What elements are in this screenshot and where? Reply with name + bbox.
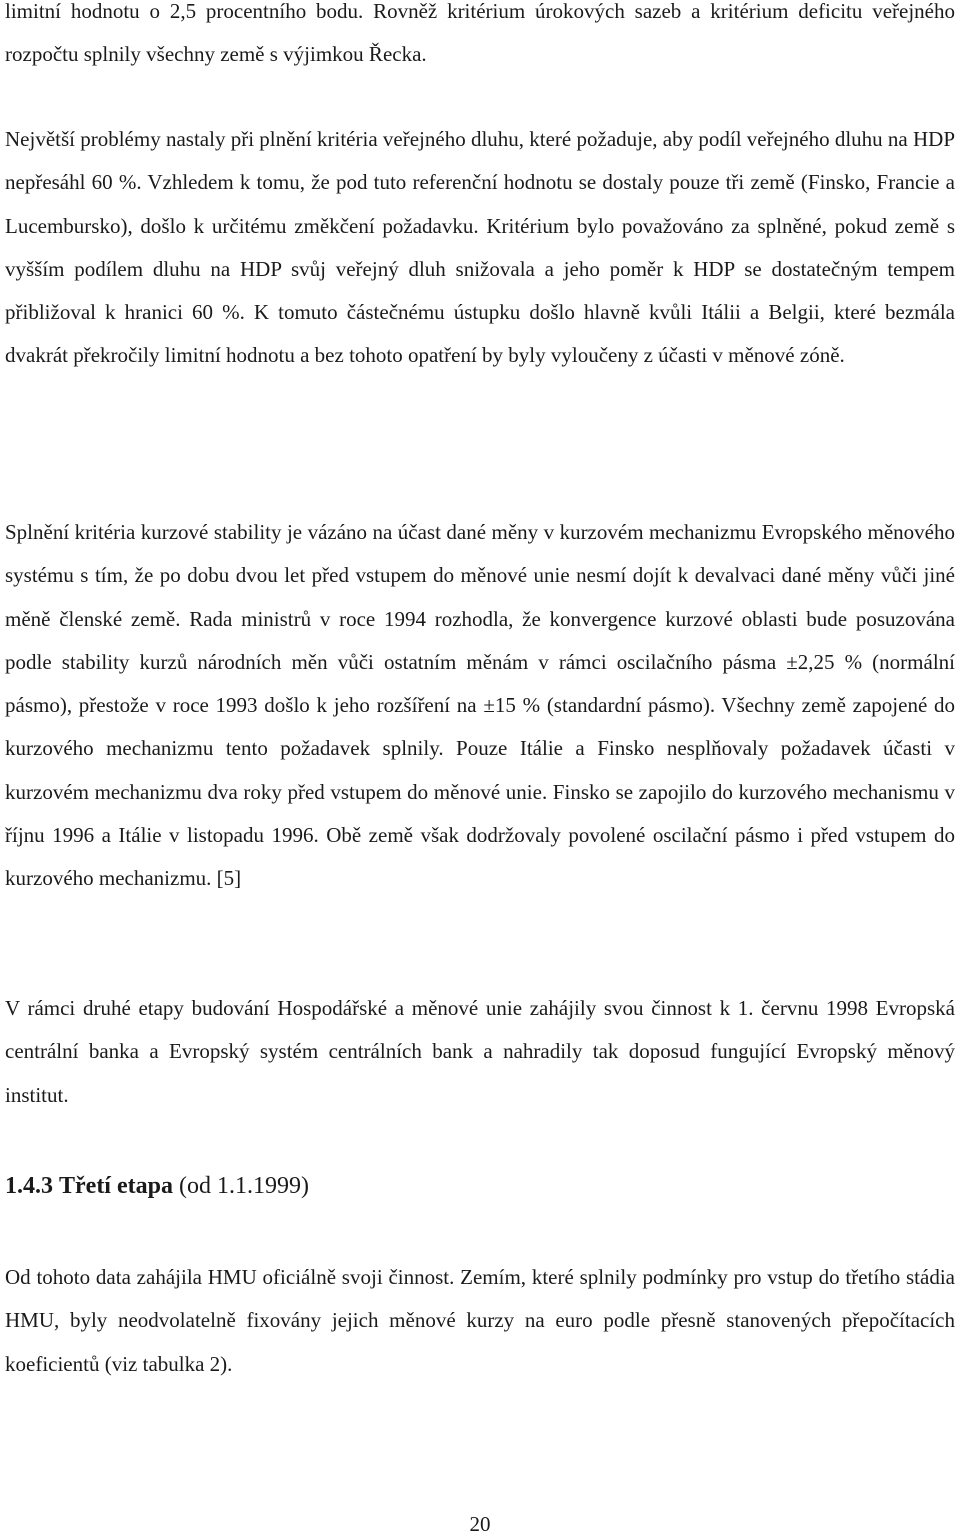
paragraph-exchange-rate: Splnění kritéria kurzové stability je vázáno na účast dané měny v kurzovém mechanizmu Evropského měnového systému s tím, že po dobu dvou let před vstupem do měnové unie nesmí dojít k devalvaci dané měny vůči jiné měně členské země. Rada ministrů v roce 1994 rozhodla, že konvergence kurzové oblasti bude posuzována podle stability kurzů národních měn vůči ostatním měnám v rámci oscilačního pásma ±2,25 % (normální pásmo), přestože v roce 1993 došlo k jeho rozšíření na ±15 % (standardní pásmo). Všechny země zapojené do kurzového mechanizmu tento požadavek splnily. Pouze Itálie a Finsko nesplňovaly požadavek účasti v kurzovém mechanizmu dva roky před vstupem do měnové unie. Finsko se zapojilo do kurzového mechanismu v říjnu 1996 a Itálie v listopadu 1996. Obě země však dodržovaly povolené oscilační pásmo i před vstupem do kurzového mechanizmu. [5]	[5, 520, 955, 891]
section-number: 1.4.3	[5, 1173, 53, 1199]
paragraph-criteria-summary: limitní hodnotu o 2,5 procentního bodu. Rovněž kritérium úrokových sazeb a kritérium deficitu veřejného rozpočtu splnily všechny země s výjimkou Řecka.	[5, 0, 955, 67]
section-heading	[5, 1164, 309, 1208]
section-title: Třetí etapa	[59, 1173, 173, 1199]
paragraph-second-stage: V rámci druhé etapy budování Hospodářské a měnové unie zahájily svou činnost k 1. červnu 1998 Evropská centrální banka a Evropský systém centrálních bank a nahradily tak doposud fungující Evropský měnový institut.	[5, 996, 955, 1107]
page-number: 20	[469, 1512, 491, 1536]
section-subtitle: (od 1.1.1999)	[178, 1173, 309, 1199]
paragraph-public-debt: Největší problémy nastaly při plnění kritéria veřejného dluhu, které požaduje, aby podíl veřejného dluhu na HDP nepřesáhl 60 %. Vzhledem k tomu, že pod tuto referenční hodnotu se dostaly pouze tři země (Finsko, Francie a Lucembursko), došlo k určitému změkčení požadavku. Kritérium bylo považováno za splněné, pokud země s vyšším podílem dluhu na HDP svůj veřejný dluh snižovala a jeho poměr k HDP se dostatečným tempem přibližoval k hranici 60 %. K tomuto částečnému ústupku došlo hlavně kvůli Itálii a Belgii, které bezmála dvakrát překročily limitní hodnotu a bez tohoto opatření by byly vyloučeny z účasti v měnové zóně.	[5, 127, 955, 368]
paragraph-third-stage: Od tohoto data zahájila HMU oficiálně svoji činnost. Zemím, které splnily podmínky pro vstup do třetího stádia HMU, byly neodvolatelně fixovány jejich měnové kurzy na euro podle přesně stanovených přepočítacích koeficientů (viz tabulka 2).	[5, 1265, 955, 1376]
